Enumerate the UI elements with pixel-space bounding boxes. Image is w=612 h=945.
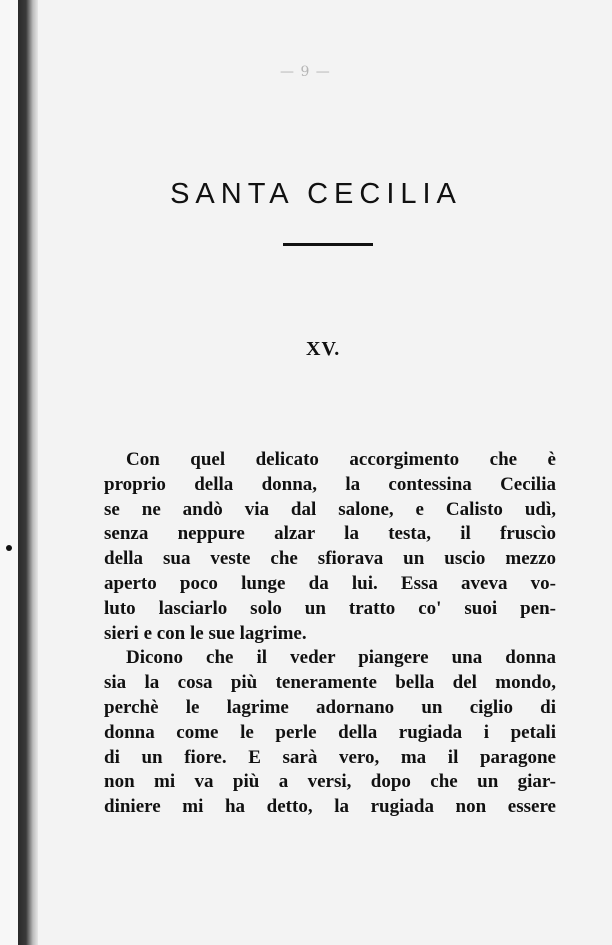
- text-line: luto lasciarlo solo un tratto co' suoi pen-: [104, 597, 556, 619]
- text-line: senza neppure alzar la testa, il fruscìo: [104, 523, 556, 545]
- text-line: donna come le perle della rugiada i petali: [104, 721, 556, 743]
- text-line: sieri e con le sue lagrime.: [104, 622, 307, 644]
- text-line: Con quel delicato accorgimento che è: [126, 449, 556, 470]
- paragraph-1: [104, 448, 556, 646]
- page-number: — 9 —: [280, 64, 331, 80]
- adjacent-page-edge: [0, 0, 18, 945]
- text-line: se ne andò via dal salone, e Calisto udì,: [104, 498, 556, 520]
- text-line: proprio della donna, la contessina Cecilia: [104, 473, 556, 495]
- text-line: della sua veste che sfiorava un uscio mezzo: [104, 548, 556, 570]
- binding-mark: [6, 545, 12, 551]
- paragraph-2: [104, 646, 556, 820]
- text-line: sia la cosa più teneramente bella del mondo,: [104, 672, 556, 694]
- text-line: non mi va più a versi, dopo che un giar-: [104, 771, 556, 793]
- text-line: perchè le lagrime adornano un ciglio di: [104, 696, 556, 718]
- chapter-title: SANTA CECILIA: [170, 178, 462, 210]
- text-line: di un fiore. E sarà vero, ma il paragone: [104, 746, 556, 768]
- title-rule: [283, 243, 373, 246]
- text-line: Dicono che il veder piangere una donna: [126, 647, 556, 669]
- chapter-number: XV.: [306, 338, 341, 360]
- book-spine-shadow: [18, 0, 38, 945]
- text-line: aperto poco lunge da lui. Essa aveva vo-: [104, 572, 556, 594]
- body-text: [104, 448, 556, 820]
- text-line: diniere mi ha detto, la rugiada non essere: [104, 796, 556, 818]
